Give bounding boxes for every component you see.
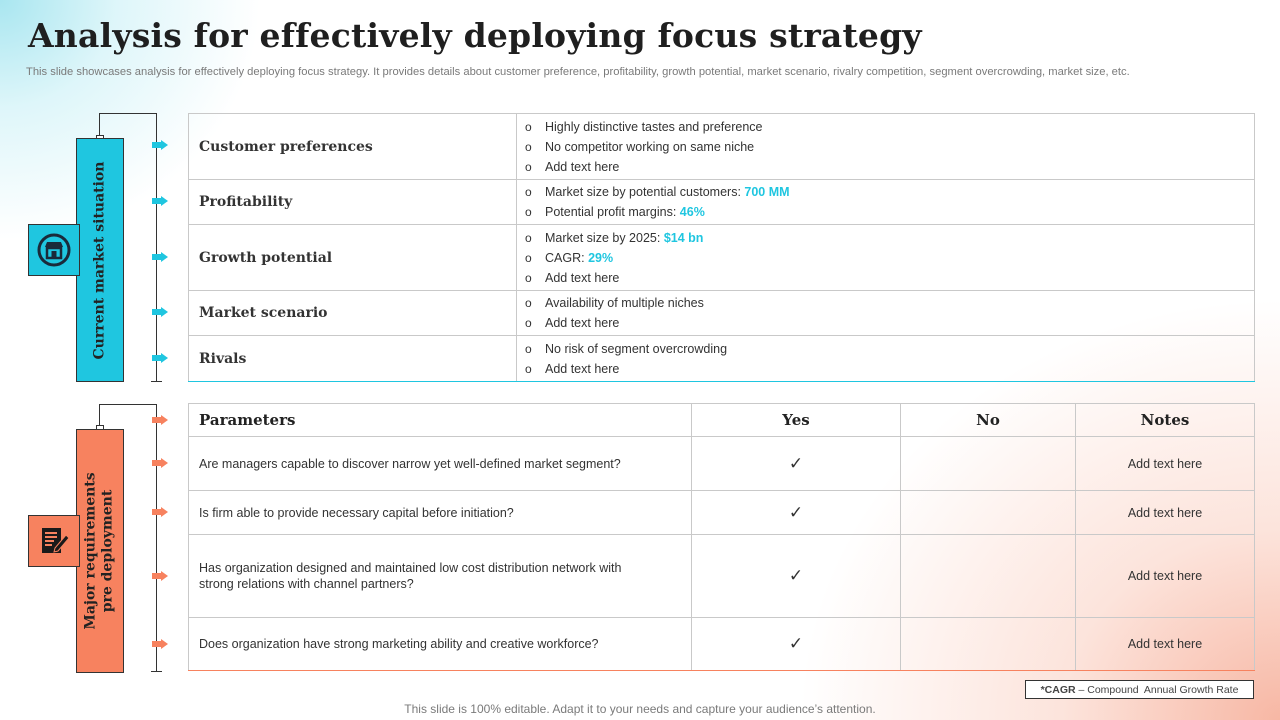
bullet-line <box>525 137 1254 157</box>
connector-line <box>99 404 156 405</box>
timeline-line-market <box>156 113 157 381</box>
header-notes: Notes <box>1076 404 1255 437</box>
slide-footer: This slide is 100% editable. Adapt it to your needs and capture your audience’s attention. <box>404 702 876 716</box>
requirements-label-line-1: Major requirements <box>83 472 100 630</box>
arrow-marker-icon <box>152 458 168 468</box>
cagr-footnote <box>1025 680 1254 699</box>
header-yes: Yes <box>692 404 901 437</box>
bullet-line <box>525 202 1254 222</box>
question-cell: Does organization have strong marketing ability and creative workforce? <box>189 618 692 671</box>
requirements-label <box>83 472 117 629</box>
bullet-cell <box>517 291 1255 336</box>
yes-check-icon: ✓ <box>692 491 901 535</box>
highlight-value: 700 MM <box>744 185 790 199</box>
market-situation-label: Current market situation <box>91 161 108 359</box>
bullet-marker: o <box>525 205 532 219</box>
bullet-line <box>525 117 1254 137</box>
bullet-cell <box>517 336 1255 382</box>
market-icon-box <box>28 224 80 276</box>
question-cell: Has organization designed and maintained low cost distribution network with strong relations with channel partners? <box>189 535 692 618</box>
no-cell <box>901 491 1076 535</box>
market-situation-bar <box>76 138 124 382</box>
bullet-text: CAGR: <box>545 250 589 265</box>
bullet-marker: o <box>525 230 532 245</box>
notes-cell: Add text here <box>1076 535 1255 618</box>
connector-line <box>99 113 156 114</box>
bullet-line <box>525 293 1254 313</box>
row-label: Growth potential <box>189 225 517 291</box>
document-edit-icon <box>36 523 72 559</box>
footnote-definition: – Compound Annual Growth Rate <box>1075 683 1239 696</box>
table-row <box>189 618 1255 671</box>
arrow-marker-icon <box>152 353 168 363</box>
header-no: No <box>901 404 1076 437</box>
bullet-line <box>525 157 1254 177</box>
slide-subtitle: This slide showcases analysis for effectively deploying focus strategy. It provides details about customer preference, profitability, growth potential, market scenario, rivalry competition, segment overcrowding, market size, etc. <box>26 66 1130 78</box>
bullet-marker: o <box>525 185 532 199</box>
question-cell: Are managers capable to discover narrow yet well-defined market segment? <box>189 437 692 491</box>
bullet-text: Potential profit margins: <box>545 205 680 219</box>
table-row <box>189 491 1255 535</box>
no-cell <box>901 437 1076 491</box>
table-row <box>189 180 1255 225</box>
bullet-marker: o <box>525 270 532 285</box>
arrow-marker-icon <box>152 507 168 517</box>
market-situation-table <box>188 113 1255 382</box>
arrow-marker-icon <box>152 307 168 317</box>
row-label: Profitability <box>189 180 517 225</box>
table-row <box>189 291 1255 336</box>
notes-cell: Add text here <box>1076 437 1255 491</box>
requirements-label-line-2: pre deployment <box>100 489 117 613</box>
bullet-marker: o <box>525 119 532 134</box>
bullet-marker: o <box>525 296 532 310</box>
bullet-marker: o <box>525 361 532 376</box>
bullet-cell <box>517 114 1255 180</box>
bullet-marker: o <box>525 341 532 356</box>
question-cell: Is firm able to provide necessary capital before initiation? <box>189 491 692 535</box>
highlight-value: 46% <box>679 205 705 219</box>
bullet-text: Market size by 2025: <box>545 230 664 245</box>
no-cell <box>901 618 1076 671</box>
requirements-table <box>188 403 1255 671</box>
arrow-marker-icon <box>152 415 168 425</box>
table-row <box>189 437 1255 491</box>
notes-cell: Add text here <box>1076 618 1255 671</box>
timeline-end-cap <box>151 671 162 672</box>
bullet-text: Add text here <box>545 361 620 376</box>
yes-check-icon: ✓ <box>692 437 901 491</box>
arrow-marker-icon <box>152 252 168 262</box>
arrow-marker-icon <box>152 639 168 649</box>
header-parameters: Parameters <box>189 404 692 437</box>
bullet-marker: o <box>525 139 532 154</box>
bullet-text: Add text here <box>545 159 620 174</box>
bullet-text: No competitor working on same niche <box>545 139 755 154</box>
bullet-line <box>525 313 1254 333</box>
timeline-end-cap <box>151 381 162 382</box>
table-header-row <box>189 404 1255 437</box>
bullet-line <box>525 228 1254 248</box>
bullet-marker: o <box>525 316 532 330</box>
timeline-line-requirements <box>156 404 157 672</box>
row-label: Market scenario <box>189 291 517 336</box>
table-row <box>189 535 1255 618</box>
notes-cell: Add text here <box>1076 491 1255 535</box>
highlight-value: 29% <box>588 250 614 265</box>
bullet-cell <box>517 225 1255 291</box>
bullet-cell <box>517 180 1255 225</box>
bullet-line <box>525 339 1254 359</box>
table-row <box>189 336 1255 382</box>
arrow-marker-icon <box>152 196 168 206</box>
bullet-text: No risk of segment overcrowding <box>545 341 728 356</box>
yes-check-icon: ✓ <box>692 535 901 618</box>
arrow-marker-icon <box>152 571 168 581</box>
bullet-line <box>525 182 1254 202</box>
requirements-icon-box <box>28 515 80 567</box>
table-row <box>189 225 1255 291</box>
row-label: Rivals <box>189 336 517 382</box>
arrow-marker-icon <box>152 140 168 150</box>
bullet-marker: o <box>525 159 532 174</box>
bullet-text: Highly distinctive tastes and preference <box>545 119 763 134</box>
market-stall-icon <box>35 231 73 269</box>
table-row <box>189 114 1255 180</box>
bullet-text: Add text here <box>545 270 620 285</box>
row-label: Customer preferences <box>189 114 517 180</box>
bullet-marker: o <box>525 250 532 265</box>
bullet-text: Add text here <box>545 316 620 330</box>
highlight-value: $14 bn <box>663 230 704 245</box>
bullet-text: Availability of multiple niches <box>545 296 704 310</box>
footnote-term: *CAGR <box>1040 683 1076 696</box>
no-cell <box>901 535 1076 618</box>
slide-title: Analysis for effectively deploying focus strategy <box>28 16 922 55</box>
yes-check-icon: ✓ <box>692 618 901 671</box>
bullet-line <box>525 359 1254 379</box>
requirements-bar <box>76 429 124 673</box>
bullet-line <box>525 248 1254 268</box>
bullet-text: Market size by potential customers: <box>545 185 745 199</box>
bullet-line <box>525 268 1254 288</box>
